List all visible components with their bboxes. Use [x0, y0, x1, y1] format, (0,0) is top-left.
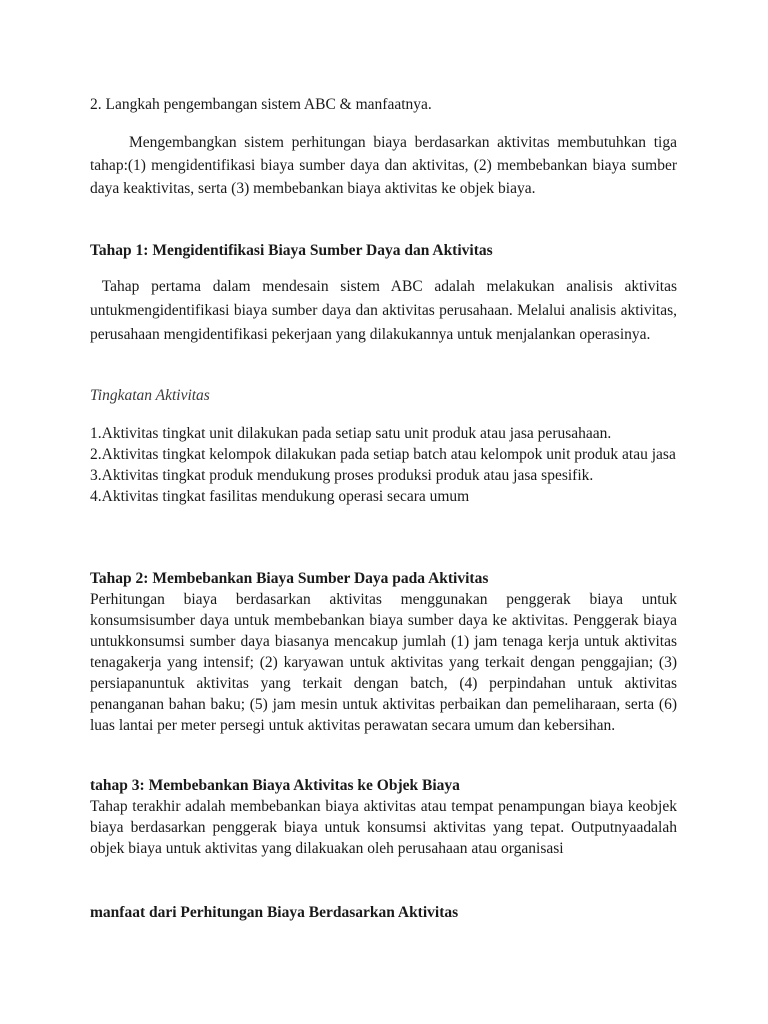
stage2-title: Tahap 2: Membebankan Biaya Sumber Daya pada Aktivitas — [90, 570, 489, 587]
list-item: 3.Aktivitas tingkat produk mendukung proses produksi produk atau jasa spesifik. — [90, 467, 594, 484]
benefits-title: manfaat dari Perhitungan Biaya Berdasarkan Aktivitas — [90, 904, 459, 921]
activity-levels-list — [90, 423, 677, 507]
list-item: 2.Aktivitas tingkat kelompok dilakukan pada setiap batch atau kelompok unit produk atau jasa — [90, 446, 676, 463]
section-heading: 2. Langkah pengembangan sistem ABC & manfaatnya. — [90, 96, 432, 113]
stage2-body: Perhitungan biaya berdasarkan aktivitas menggunakan penggerak biaya untuk konsumsisumber daya untuk membebankan biaya sumber daya ke aktivitas. Penggerak biaya untukkonsumsi sumber daya biasanya mencakup jumlah (1) jam tenaga kerja untuk aktivitas tenagakerja yang intensif; (2) karyawan untuk aktivitas yang terkait dengan penggajian; (3) persiapanuntuk aktivitas yang terkait dengan batch, (4) perpindahan untuk aktivitas penanganan bahan baku; (5) jam mesin untuk aktivitas perbaikan dan pemeliharaan, serta (6) luas lantai per meter persegi untuk aktivitas perawatan secara umum dan kebersihan. — [90, 591, 677, 734]
stage1-body: Tahap pertama dalam mendesain sistem ABC adalah melakukan analisis aktivitas untukmengidentifikasi biaya sumber daya dan aktivitas perusahaan. Melalui analisis aktivitas, perusahaan mengidentifikasi pekerjaan yang dilakukannya untuk menjalankan operasinya. — [90, 278, 681, 343]
activity-levels-title: Tingkatan Aktivitas — [90, 387, 210, 404]
stage1-title: Tahap 1: Mengidentifikasi Biaya Sumber Daya dan Aktivitas — [90, 242, 493, 259]
intro-paragraph: Mengembangkan sistem perhitungan biaya berdasarkan aktivitas membutuhkan tiga tahap:(1) mengidentifikasi biaya sumber daya dan aktivitas, (2) membebankan biaya sumber daya keaktivitas, serta (3) membebankan biaya aktivitas ke objek biaya. — [90, 134, 677, 197]
list-item: 4.Aktivitas tingkat fasilitas mendukung operasi secara umum — [90, 488, 470, 505]
list-item: 1.Aktivitas tingkat unit dilakukan pada setiap satu unit produk atau jasa perusahaan. — [90, 425, 612, 442]
stage3-body: Tahap terakhir adalah membebankan biaya aktivitas atau tempat penampungan biaya keobjek biaya berdasarkan penggerak biaya untuk konsumsi aktivitas yang tepat. Outputnyaadalah objek biaya untuk aktivitas yang dilakuakan oleh perusahaan atau organisasi — [90, 798, 677, 857]
stage3-title: tahap 3: Membebankan Biaya Aktivitas ke Objek Biaya — [90, 777, 460, 794]
